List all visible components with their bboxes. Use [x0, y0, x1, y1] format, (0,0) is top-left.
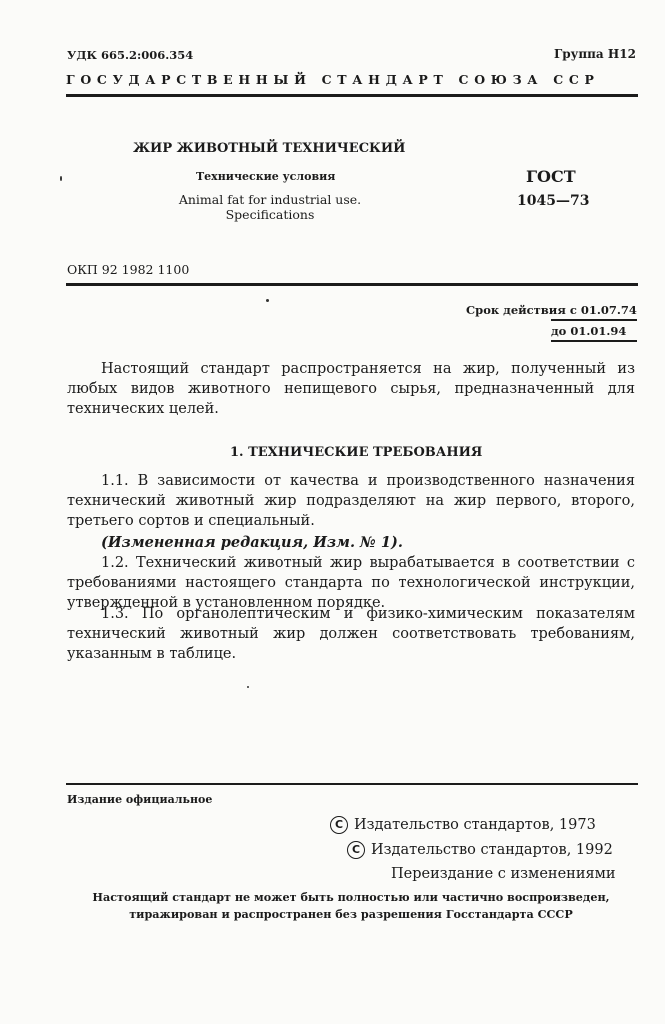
group-code: Группа Н12 [554, 47, 636, 61]
copyright-1992 [347, 841, 613, 859]
gost-number: 1045—73 [517, 193, 590, 209]
section-heading: 1. ТЕХНИЧЕСКИЕ ТРЕБОВАНИЯ [230, 445, 483, 460]
clause-1-1-amendment-note: (Измененная редакция, Изм. № 1). [101, 534, 403, 551]
copyright-1992-text: Издательство стандартов, 1992 [371, 842, 613, 858]
document-title-ru: ЖИР ЖИВОТНЫЙ ТЕХНИЧЕСКИЙ [133, 141, 406, 156]
reproduction-notice [62, 889, 640, 923]
title-en-line-2: Specifications [225, 207, 315, 222]
title-rule [66, 283, 638, 286]
copyright-1973-text: Издательство стандартов, 1973 [354, 817, 596, 833]
validity-divider [551, 319, 637, 321]
scan-speck [60, 176, 62, 181]
scan-speck [266, 299, 269, 302]
reissue-note: Переиздание с изменениями [391, 866, 616, 882]
clause-1-3: 1.3. По органолептическим и физико-химическим показателям технический животный жир должен соответствовать требованиям, указанным в таблице. [67, 606, 635, 662]
intro-paragraph: Настоящий стандарт распространяется на жир, полученный из любых видов животного непищевого сырья, предназначенный для технических целей. [67, 361, 635, 417]
validity-to: до 01.01.94 [551, 324, 627, 338]
footer-rule [66, 783, 638, 785]
okp-code: ОКП 92 1982 1100 [67, 262, 190, 277]
validity-underline [551, 340, 637, 342]
scan-speck [247, 686, 249, 688]
copyright-icon: С [330, 816, 348, 834]
notice-line-2: тиражирован и распространен без разрешения Госстандарта СССР [129, 907, 573, 921]
title-en-line-1: Animal fat for industrial use. [178, 192, 362, 207]
gost-label: ГОСТ [526, 167, 576, 186]
header-rule [66, 94, 638, 97]
clause-1-2: 1.2. Технический животный жир вырабатывается в соответствии с требованиями настоящего стандарта по технологической инструкции, утвержденной в установленном порядке. [67, 555, 635, 611]
copyright-icon: С [347, 841, 365, 859]
clause-1-1: 1.1. В зависимости от качества и производственного назначения технический животный жир подразделяют на жир первого, второго, третьего сортов и специальный. [67, 473, 635, 529]
document-title-en [165, 192, 375, 222]
validity-from: Срок действия с 01.07.74 [466, 303, 637, 317]
udk-code: УДК 665.2:006.354 [67, 48, 194, 62]
document-subtitle-ru: Технические условия [196, 170, 336, 183]
copyright-1973 [330, 816, 596, 834]
state-standard-banner: ГОСУДАРСТВЕННЫЙ СТАНДАРТ СОЮЗА ССР [66, 72, 600, 87]
notice-line-1: Настоящий стандарт не может быть полностью или частично воспроизведен, [92, 890, 610, 904]
official-edition-label: Издание официальное [67, 793, 213, 806]
